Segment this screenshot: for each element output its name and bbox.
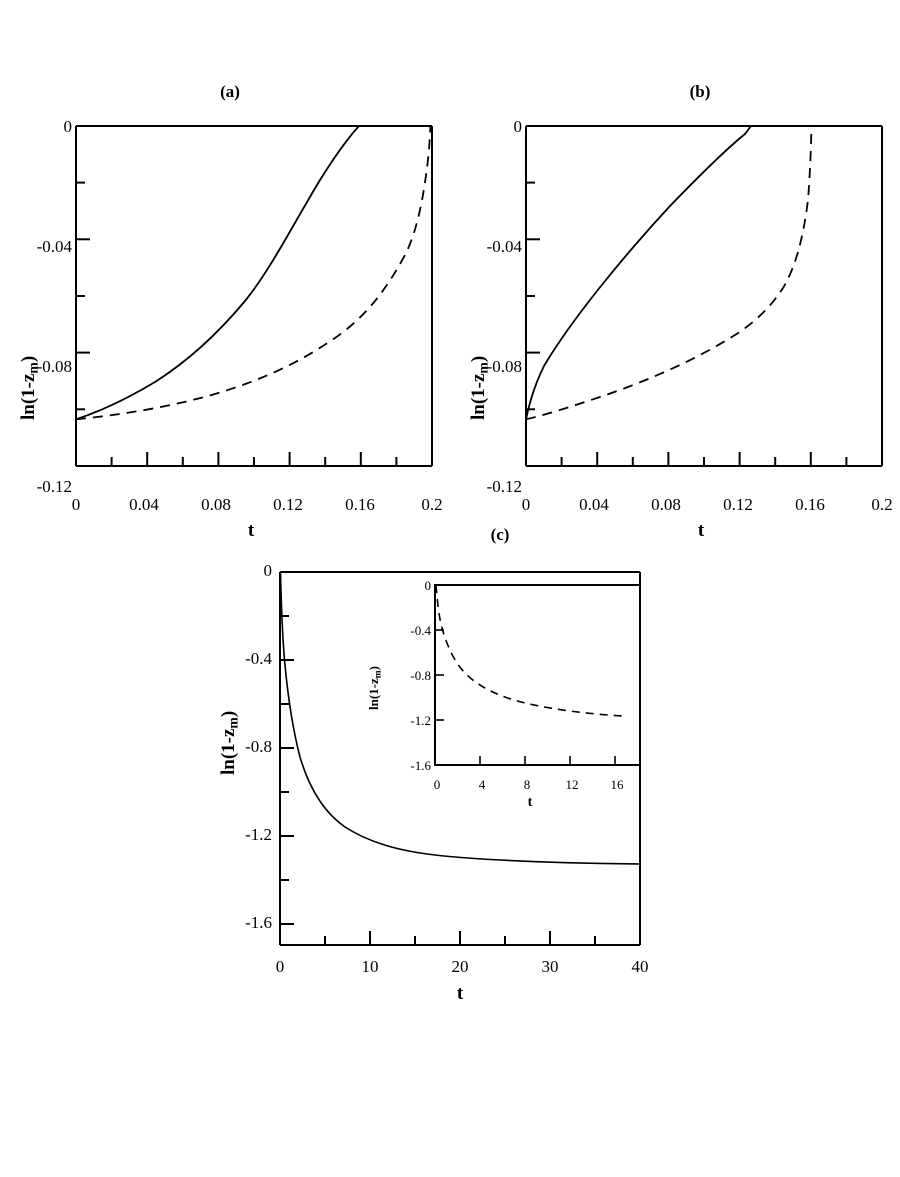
panel-b-title: (b) [689,82,711,101]
panel-c-inset-xtick-2: 8 [523,777,531,792]
panel-a-xtick-1: 0.04 [129,495,159,514]
panel-a-ytick-1: -0.04 [36,237,72,256]
panel-b-xtick-0: 0 [521,495,531,514]
panel-b-ytick-1: -0.04 [486,237,522,256]
panel-a-series-solid [76,126,359,419]
panel-c-ytick-1: -0.4 [245,649,272,668]
panel-c-inset-xlabel: t [527,795,533,810]
panel-b-ylabel-prefix: ln(1-z [468,373,489,420]
panel-c-ytick-4: -1.6 [245,913,272,932]
panel-b-xtick-4: 0.16 [795,495,825,514]
panel-c [170,525,730,1045]
panel-c-ytick-3: -1.2 [245,825,272,844]
panel-a-ylabel-prefix: ln(1-z [18,373,39,420]
panel-c-xtick-1: 10 [361,957,379,976]
panel-a-xtick-4: 0.16 [345,495,375,514]
panel-b-ytick-0: 0 [513,117,522,136]
panel-a-xtick-5: 0.2 [421,495,443,514]
panel-a-ytick-3: -0.12 [36,477,72,496]
panel-b-xtick-5: 0.2 [871,495,893,514]
panel-c-inset-xtick-0: 0 [433,777,441,792]
panel-c-inset-ytick-1: -0.4 [410,623,431,638]
panel-a-ytick-2: -0.08 [36,357,72,376]
panel-a [0,70,450,540]
panel-c-inset-ytick-2: -0.8 [410,668,431,683]
panel-a-ylabel-suffix: ) [18,355,39,363]
panel-b-series-dashed [526,126,812,419]
panel-c-ytick-0: 0 [263,561,272,580]
panel-b-ytick-2: -0.08 [486,357,522,376]
panel-c-inset-ytick-4: -1.6 [410,758,431,773]
panel-c-xtick-4: 40 [631,957,649,976]
panel-b-xlabel: t [697,520,705,541]
panel-c-ylabel-prefix: ln(1-z [218,728,239,775]
panel-b-series-solid [526,126,751,419]
panel-b-xtick-1: 0.04 [579,495,609,514]
panel-c-xtick-0: 0 [275,957,285,976]
panel-a-title: (a) [220,82,240,101]
panel-c-inset-ylabel-sub: m [373,670,384,679]
panel-a-plot [0,70,450,540]
panel-c-inset-ytick-3: -1.2 [410,713,431,728]
panel-b-xtick-3: 0.12 [723,495,753,514]
panel-b [450,70,900,540]
panel-c-inset-xtick-1: 4 [478,777,486,792]
panel-c-inset-ylabel-prefix: ln(1-z [366,678,381,710]
panel-c-inset-xtick-3: 12 [565,777,579,792]
panel-a-ytick-0: 0 [63,117,72,136]
panel-b-ylabel-suffix: ) [468,355,489,363]
panel-a-xtick-0: 0 [71,495,81,514]
panel-b-ylabel-sub: m [475,362,491,374]
panel-a-xtick-2: 0.08 [201,495,231,514]
panel-c-ylabel-suffix: ) [218,710,239,718]
panel-c-ytick-2: -0.8 [245,737,272,756]
panel-b-ytick-3: -0.12 [486,477,522,496]
panel-b-xtick-2: 0.08 [651,495,681,514]
panel-c-plot [170,525,730,1045]
panel-c-xtick-3: 30 [541,957,559,976]
panel-a-series-dashed [76,126,431,419]
panel-c-xlabel: t [456,983,464,1004]
panel-c-inset-frame [435,585,640,765]
panel-c-xtick-2: 20 [451,957,469,976]
panel-a-ylabel-sub: m [25,362,41,374]
panel-c-inset-ytick-0: 0 [424,578,431,593]
panel-a-xtick-3: 0.12 [273,495,303,514]
panel-c-title: (c) [490,525,510,544]
panel-a-xlabel: t [247,520,255,541]
panel-c-inset-xtick-4: 16 [610,777,624,792]
panel-c-ylabel-sub: m [225,717,241,729]
panel-b-plot [450,70,900,540]
panel-c-inset-ylabel-suffix: ) [366,666,381,671]
